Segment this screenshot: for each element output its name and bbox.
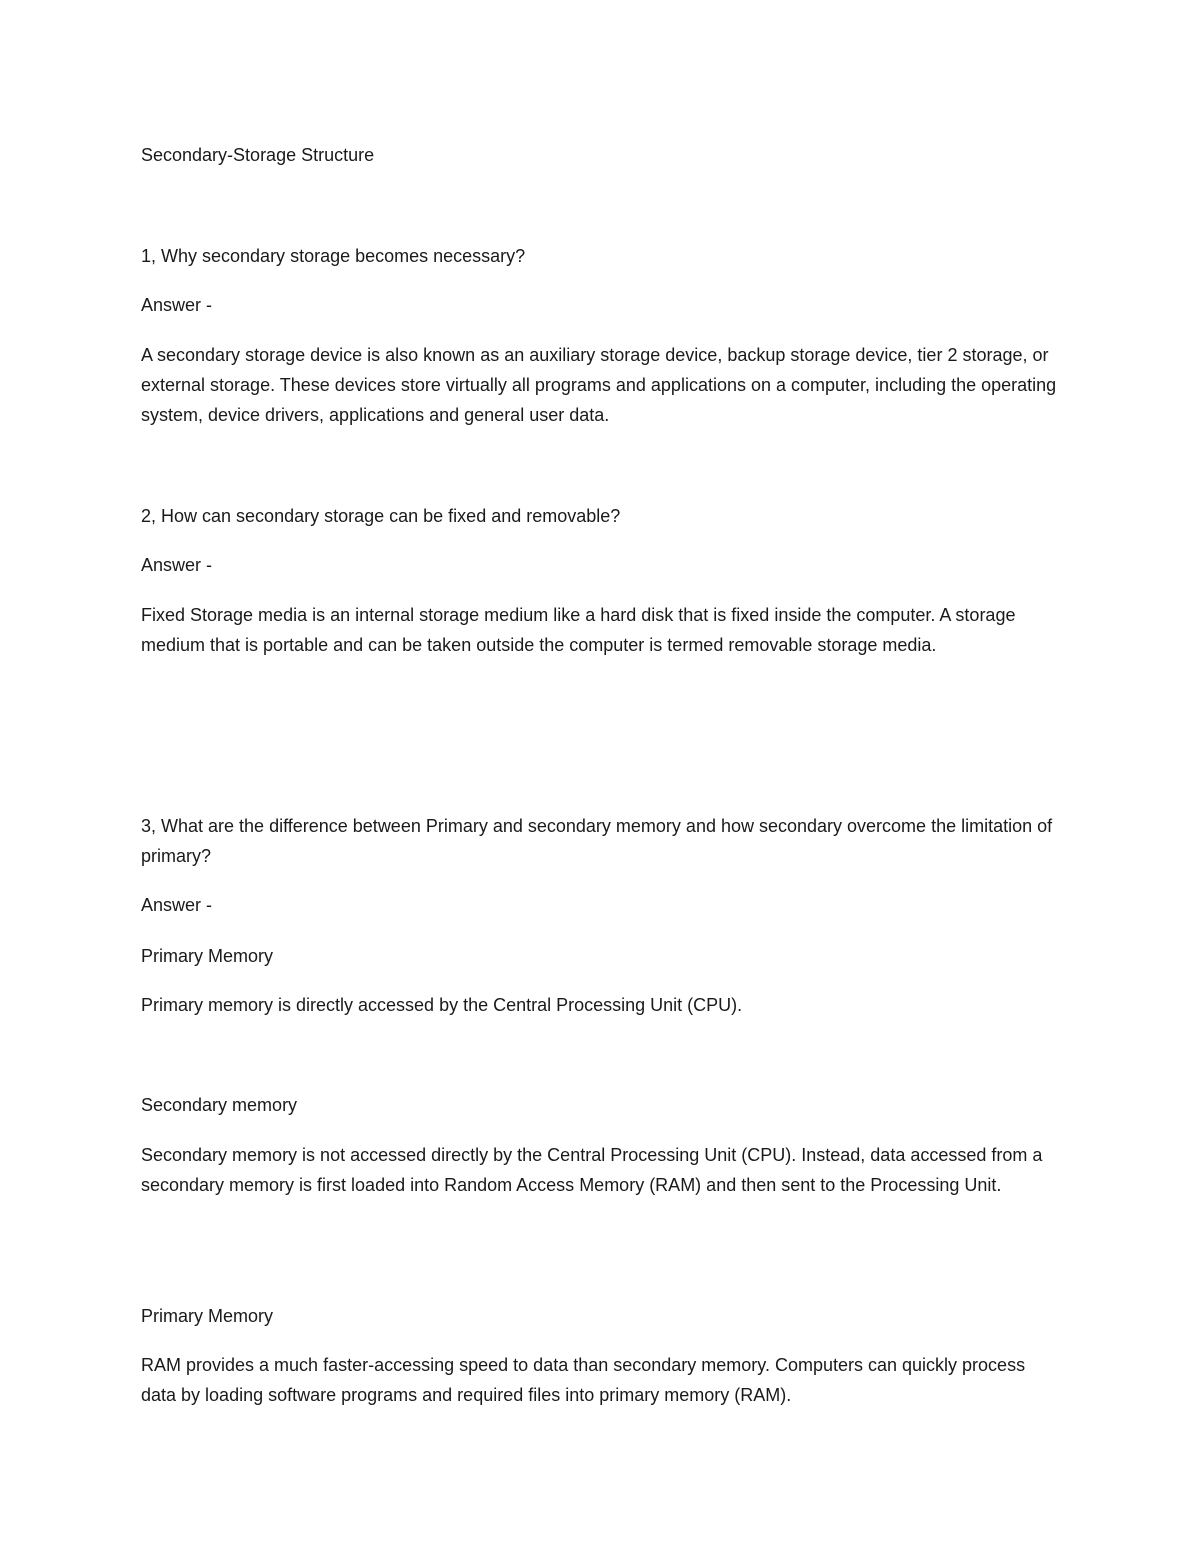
answer-label-1: Answer - (141, 295, 213, 315)
question-1: 1, Why secondary storage becomes necessary? (141, 246, 526, 266)
document-title: Secondary-Storage Structure (141, 145, 375, 165)
section-text-secondary-memory: Secondary memory is not accessed directly by the Central Processing Unit (CPU). Instead, data accessed from a secondary memory is first loaded into Random Access Memory (RAM) and then sent to the Processing Unit. (141, 1145, 1043, 1195)
answer-2-text: Fixed Storage media is an internal storage medium like a hard disk that is fixed inside the computer. A storage medium that is portable and can be taken outside the computer is termed removable storage media. (141, 605, 1016, 655)
question-2: 2, How can secondary storage can be fixed and removable? (141, 506, 621, 526)
section-heading-primary-memory-2: Primary Memory (141, 1306, 274, 1326)
section-heading-secondary-memory: Secondary memory (141, 1095, 298, 1115)
answer-1-text: A secondary storage device is also known as an auxiliary storage device, backup storage device, tier 2 storage, or external storage. These devices store virtually all programs and applications on a computer, including the operating system, device drivers, applications and general user data. (141, 345, 1057, 425)
answer-label-2: Answer - (141, 555, 213, 575)
section-text-primary-memory-2: RAM provides a much faster-accessing speed to data than secondary memory. Computers can quickly process data by loading software programs and required files into primary memory (RAM). (141, 1355, 1026, 1405)
section-text-primary-memory: Primary memory is directly accessed by the Central Processing Unit (CPU). (141, 995, 743, 1015)
question-3: 3, What are the difference between Primary and secondary memory and how secondary overcome the limitation of primary? (141, 816, 1053, 866)
answer-label-3: Answer - (141, 895, 213, 915)
section-heading-primary-memory: Primary Memory (141, 946, 274, 966)
